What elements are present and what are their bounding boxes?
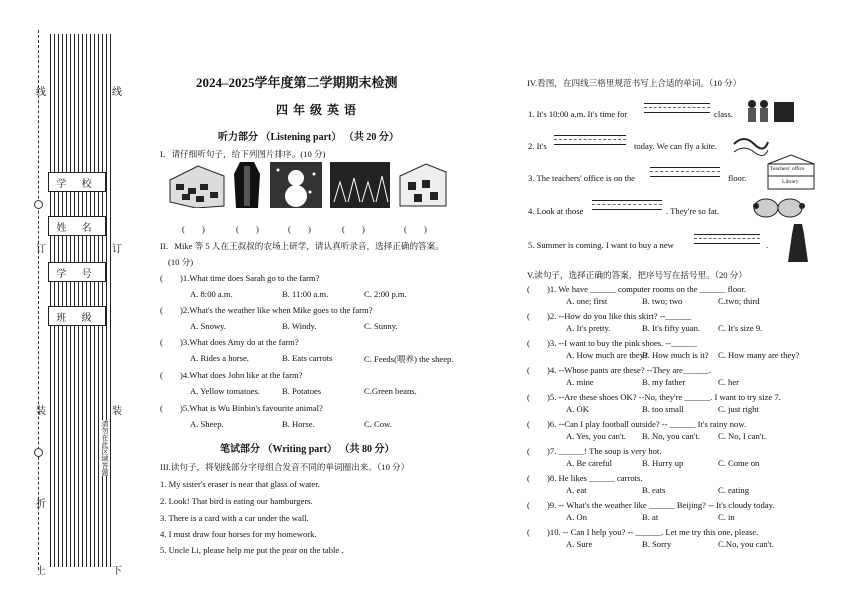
choice-question: ( )8. He likes ______ carrots.: [527, 473, 643, 483]
option-a[interactable]: A. Snowy.: [190, 321, 226, 331]
classroom-picture: [396, 162, 448, 208]
option-a[interactable]: A. mine: [566, 377, 594, 387]
option-a[interactable]: A. It's pretty.: [566, 323, 611, 333]
option-a[interactable]: A. 8:00 a.m.: [190, 289, 233, 299]
sheep-picture: [752, 196, 808, 220]
option-c[interactable]: C.No, you can't.: [718, 539, 774, 549]
writing-lines[interactable]: [694, 234, 760, 244]
listening-part-heading: 听力部分 （Listening part） （共 20 分）: [218, 132, 399, 143]
option-c[interactable]: C. just right: [718, 404, 759, 414]
option-c[interactable]: C.Green beans.: [364, 386, 417, 396]
writing-lines[interactable]: [644, 103, 710, 113]
listening-question: ( )2.What's the weather like when Mike goes to the farm?: [160, 305, 373, 315]
sentence-line: 4. I must draw four horses for my homework.: [160, 529, 317, 539]
iv-item-5-suffix: .: [766, 240, 769, 250]
iv-item-1-prefix: 1. It's 10:00 a.m. It's time for: [528, 109, 628, 119]
listening-question: ( )4.What does John like at the farm?: [160, 370, 303, 380]
option-a[interactable]: A. Be careful: [566, 458, 613, 468]
name-field[interactable]: 姓 名: [48, 216, 106, 236]
choice-question: ( )7. ______! The soup is very hot.: [527, 446, 662, 456]
sentence-line: 2. Look! That bird is eating our hamburgers.: [160, 496, 313, 506]
option-c[interactable]: C. It's size 9.: [718, 323, 763, 333]
iv-item-1-suffix: class.: [714, 109, 733, 119]
binding-mark: 订: [36, 244, 46, 255]
iv-item-4-suffix: . They're so fat.: [666, 206, 720, 216]
option-b[interactable]: B. Sorry: [642, 539, 672, 549]
sentence-line: 5. Uncle Li, please help me put the pear on the table .: [160, 545, 344, 555]
listening-question: ( )1.What time does Sarah go to the farm?: [160, 273, 320, 283]
dress-picture: [786, 222, 810, 264]
option-c[interactable]: C. No, I can't.: [718, 431, 766, 441]
writing-lines[interactable]: [554, 135, 626, 145]
class-field[interactable]: 班 级: [48, 306, 106, 326]
binding-mark: 下: [112, 566, 122, 577]
sentence-line: 3. There is a card with a car under the wall.: [160, 513, 309, 523]
binding-mark: 装: [112, 406, 122, 417]
option-a[interactable]: A. Yellow tomatoes.: [190, 386, 260, 396]
binding-mark: 折: [36, 499, 46, 510]
option-a[interactable]: A. Sheep.: [190, 419, 224, 429]
option-a[interactable]: A. Rides a horse.: [190, 353, 249, 363]
sign-teachers-office: Teachers' office: [770, 166, 805, 172]
iv-item-2-suffix: today. We can fly a kite.: [634, 141, 717, 151]
option-b[interactable]: B. Eats carrots: [282, 353, 333, 363]
coat-picture: [232, 160, 262, 210]
option-c[interactable]: C. her: [718, 377, 740, 387]
option-b[interactable]: B. Horse.: [282, 419, 315, 429]
section-1-title: I．请仔细听句子，给下列图片排序。(10 分): [160, 149, 326, 159]
writing-lines[interactable]: [650, 167, 720, 177]
option-b[interactable]: B. Hurry up: [642, 458, 684, 468]
binding-mark: 线: [36, 87, 46, 98]
sentence-line: 1. My sister's eraser is near that glass of water.: [160, 479, 320, 489]
option-c[interactable]: C. in: [718, 512, 735, 522]
option-b[interactable]: B. two; two: [642, 296, 683, 306]
choice-question: ( )5. --Are these shoes OK? --No, they're ______. I want to try size 7.: [527, 392, 781, 402]
snowman-picture: [270, 162, 322, 208]
writing-part-heading: 笔试部分 （Writing part） （共 80 分）: [220, 444, 395, 455]
choice-question: ( )4. --Whose pants are these? --They are______.: [527, 365, 711, 375]
option-a[interactable]: A. eat: [566, 485, 587, 495]
choice-question: ( )10. -- Can I help you? -- ______. Let me try this one, please.: [527, 527, 759, 537]
option-c[interactable]: C. How many are they?: [718, 350, 800, 360]
option-a[interactable]: A. How much are they?: [566, 350, 648, 360]
farm-picture: [330, 162, 390, 208]
option-c[interactable]: C.two; third: [718, 296, 760, 306]
iv-item-3-prefix: 3. The teachers' office is on the: [528, 173, 635, 183]
option-b[interactable]: B. How much is it?: [642, 350, 709, 360]
choice-question: ( )9. -- What's the weather like ______ Beijing? -- It's cloudy today.: [527, 500, 775, 510]
writing-lines[interactable]: [592, 200, 662, 210]
listening-question: ( )5.What is Wu Binbin's favourite animal?: [160, 403, 323, 413]
section-3-title: III.读句子，将划线部分字母组合发音不同的单词圈出来。（10 分）: [160, 462, 410, 472]
option-c[interactable]: C. eating: [718, 485, 750, 495]
iv-item-4-prefix: 4. Look at those: [528, 206, 584, 216]
no-answer-note: 请勿在此区域答题: [101, 420, 109, 476]
picture-4-answer[interactable]: ( ): [342, 224, 365, 234]
listening-question: ( )3.What does Amy do at the farm?: [160, 337, 299, 347]
section-2-title: II．Mike 等 5 人在王叔叔的农场上研学，请认真听录音，选择正确的答案。: [160, 241, 444, 251]
binding-mark: 装: [36, 406, 46, 417]
section-2-score: (10 分): [168, 257, 194, 267]
computer-room-picture: [168, 162, 226, 208]
choice-question: ( )3. --I want to buy the pink shoes. --______: [527, 338, 697, 348]
option-b[interactable]: B. at: [642, 512, 659, 522]
picture-5-answer[interactable]: ( ): [404, 224, 427, 234]
section-4-title: IV.看图，在四线三格里规范书写上合适的单词。（10 分）: [527, 78, 742, 88]
option-b[interactable]: B. my father: [642, 377, 686, 387]
binding-mark: 上: [36, 566, 46, 577]
school-field[interactable]: 学 校: [48, 172, 106, 192]
option-c[interactable]: C. Cow.: [364, 419, 392, 429]
picture-3-answer[interactable]: ( ): [288, 224, 311, 234]
option-c[interactable]: C. Feeds(喂养) the sheep.: [364, 354, 454, 364]
binding-mark: 订: [112, 244, 122, 255]
binding-strip: [50, 34, 112, 567]
option-b[interactable]: B. eats: [642, 485, 666, 495]
option-c[interactable]: C. Sunny.: [364, 321, 398, 331]
iv-item-3-suffix: floor.: [728, 173, 747, 183]
option-b[interactable]: B. Potatoes: [282, 386, 322, 396]
binding-mark: 线: [112, 87, 122, 98]
option-b[interactable]: B. No, you can't.: [642, 431, 700, 441]
choice-question: ( )1. We have ______ computer rooms on the ______ floor.: [527, 284, 746, 294]
windy-picture: [730, 132, 770, 162]
binding-hole: [34, 448, 43, 457]
option-a[interactable]: A. Sure: [566, 539, 593, 549]
exam-subtitle: 四年级英语: [276, 103, 362, 117]
section-5-title: V.读句子，选择正确的答案，把序号写在括号里。（20 分）: [527, 270, 747, 280]
option-a[interactable]: A. OK: [566, 404, 589, 414]
exam-title: 2024–2025学年度第二学期期末检测: [196, 75, 398, 90]
option-a[interactable]: A. one; first: [566, 296, 608, 306]
choice-question: ( )6. --Can I play football outside? -- ______ It's rainy now.: [527, 419, 747, 429]
sign-library: Library: [782, 179, 799, 185]
fold-line: [38, 30, 39, 570]
option-b[interactable]: B. 11:00 a.m.: [282, 289, 329, 299]
choice-question: ( )2. --How do you like this skirt? --______: [527, 311, 692, 321]
iv-item-5-prefix: 5. Summer is coming. I want to buy a new: [528, 240, 674, 250]
option-b[interactable]: B. It's fifty yuan.: [642, 323, 701, 333]
binding-hole: [34, 200, 43, 209]
picture-1-answer[interactable]: ( ): [182, 224, 205, 234]
option-b[interactable]: B. Windy.: [282, 321, 317, 331]
option-a[interactable]: A. On: [566, 512, 588, 522]
option-a[interactable]: A. Yes, you can't.: [566, 431, 627, 441]
music-class-picture: [744, 94, 796, 128]
student-number-field[interactable]: 学 号: [48, 262, 106, 282]
option-b[interactable]: B. too small: [642, 404, 684, 414]
option-c[interactable]: C. 2:00 p.m.: [364, 289, 407, 299]
picture-2-answer[interactable]: ( ): [236, 224, 259, 234]
iv-item-2-prefix: 2. It's: [528, 141, 547, 151]
option-c[interactable]: C. Come on: [718, 458, 760, 468]
